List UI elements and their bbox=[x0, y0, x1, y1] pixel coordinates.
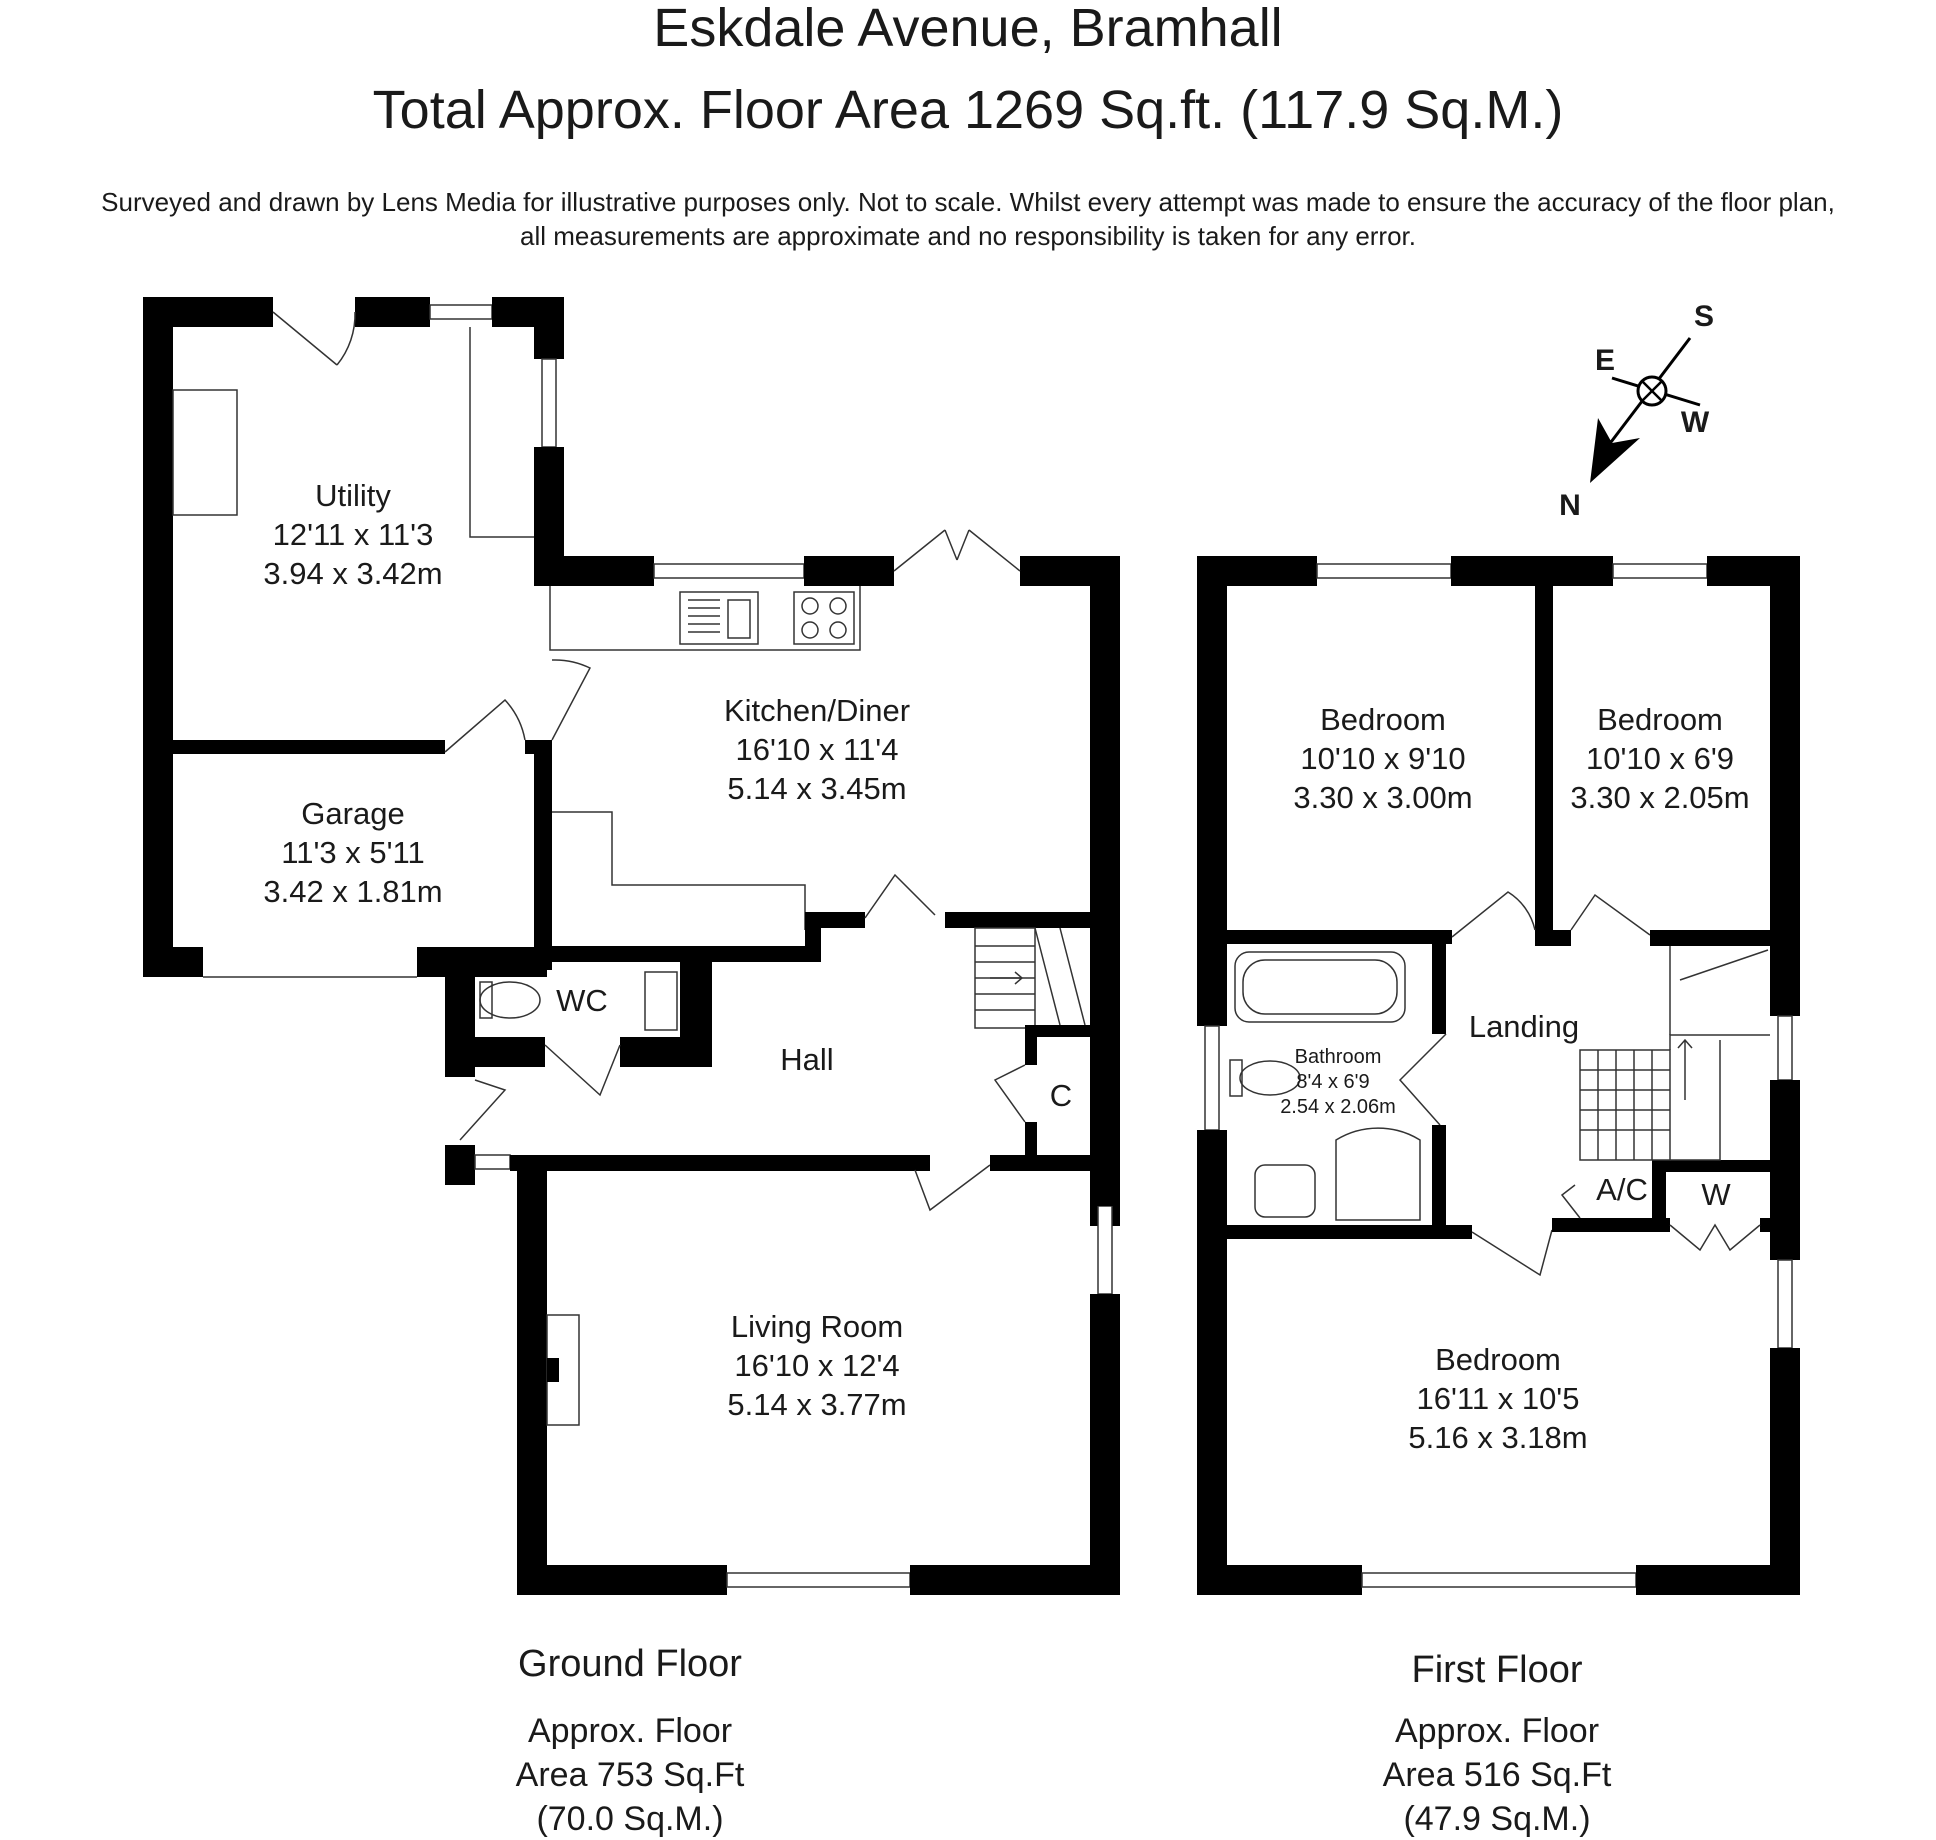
total-area-heading: Total Approx. Floor Area 1269 Sq.ft. (117.9 Sq.M.) bbox=[372, 80, 1564, 140]
first-floor-label: First Floor bbox=[1411, 1649, 1583, 1691]
wall bbox=[1090, 1294, 1120, 1595]
stair-arrow-icon bbox=[1678, 1040, 1692, 1100]
sink-bowl bbox=[728, 600, 750, 638]
wall bbox=[445, 1037, 545, 1067]
window bbox=[430, 305, 492, 319]
hob-ring bbox=[830, 622, 846, 638]
wall bbox=[1770, 1348, 1800, 1595]
wall bbox=[143, 297, 173, 977]
bath-icon bbox=[1235, 952, 1405, 1022]
wall bbox=[547, 946, 821, 962]
door-swing bbox=[552, 660, 590, 740]
fireplace-hearth bbox=[547, 1358, 559, 1382]
window bbox=[1778, 1260, 1792, 1348]
first-floor-area-2: Area 516 Sq.Ft bbox=[1382, 1756, 1612, 1794]
door-swing bbox=[1472, 1230, 1552, 1275]
bedroom3-name: Bedroom bbox=[1435, 1342, 1561, 1377]
worktop bbox=[470, 327, 534, 537]
hob-ring bbox=[830, 598, 846, 614]
wall bbox=[173, 740, 445, 754]
basin-icon bbox=[1255, 1165, 1315, 1217]
door-swing bbox=[1571, 895, 1650, 935]
shower-icon bbox=[1336, 1128, 1420, 1220]
bedroom1-metric: 3.30 x 3.00m bbox=[1293, 780, 1473, 815]
living-metric: 5.14 x 3.77m bbox=[727, 1387, 907, 1422]
window bbox=[1205, 1026, 1219, 1130]
disclaimer-line-2: all measurements are approximate and no responsibility is taken for any error. bbox=[520, 221, 1416, 251]
window bbox=[475, 1155, 510, 1169]
window bbox=[1613, 564, 1707, 578]
toilet-icon bbox=[480, 982, 540, 1018]
stairs bbox=[1580, 1050, 1670, 1160]
wall bbox=[945, 912, 1095, 928]
wall bbox=[1636, 1565, 1800, 1595]
wall bbox=[1535, 930, 1571, 946]
bedroom1-name: Bedroom bbox=[1320, 702, 1446, 737]
hob-ring bbox=[802, 598, 818, 614]
kitchen-name: Kitchen/Diner bbox=[723, 693, 911, 728]
compass-n-label: N bbox=[1559, 489, 1581, 522]
wall bbox=[510, 1155, 930, 1171]
wall bbox=[355, 297, 430, 327]
utility-name: Utility bbox=[315, 478, 391, 513]
wall bbox=[1535, 586, 1553, 946]
compass-w-label: W bbox=[1680, 406, 1710, 439]
disclaimer-line-1: Surveyed and drawn by Lens Media for illustrative purposes only. Not to scale. Whilst every attempt was made to ensure the accuracy of the floor plan, bbox=[101, 187, 1835, 217]
stair-rail bbox=[1670, 946, 1768, 1035]
ground-floor-plan bbox=[143, 297, 1120, 1595]
door-swing bbox=[865, 875, 935, 918]
stair-treads bbox=[1580, 1050, 1670, 1160]
ground-floor-area-3: (70.0 Sq.M.) bbox=[536, 1800, 724, 1838]
bedroom2-metric: 3.30 x 2.05m bbox=[1570, 780, 1750, 815]
stair-arrow-icon bbox=[990, 972, 1022, 984]
wall bbox=[525, 740, 545, 754]
bedroom3-metric: 5.16 x 3.18m bbox=[1408, 1420, 1588, 1455]
compass-e-label: E bbox=[1594, 344, 1616, 377]
wall bbox=[1090, 556, 1120, 1226]
bathroom-name: Bathroom bbox=[1294, 1046, 1382, 1068]
wall bbox=[1652, 1166, 1666, 1232]
wall bbox=[1197, 1130, 1227, 1595]
wall bbox=[1650, 930, 1770, 946]
hob-icon bbox=[794, 592, 854, 644]
wall bbox=[1090, 1171, 1120, 1206]
bedroom2-name: Bedroom bbox=[1597, 702, 1723, 737]
bathroom-imperial: 8'4 x 6'9 bbox=[1296, 1071, 1370, 1093]
kitchen-imperial: 16'10 x 11'4 bbox=[735, 732, 899, 767]
wall bbox=[680, 962, 712, 1067]
bathroom-metric: 2.54 x 2.06m bbox=[1280, 1096, 1396, 1118]
wall bbox=[1770, 1080, 1800, 1260]
toilet-cistern bbox=[480, 982, 492, 1018]
worktop bbox=[550, 812, 805, 930]
garage-metric: 3.42 x 1.81m bbox=[263, 874, 443, 909]
door-swing bbox=[1562, 1185, 1580, 1218]
worktop bbox=[173, 390, 237, 515]
bedroom3-imperial: 16'11 x 10'5 bbox=[1416, 1381, 1580, 1416]
door-swing bbox=[995, 1065, 1025, 1122]
wall bbox=[804, 556, 894, 586]
wall bbox=[534, 297, 564, 359]
bedroom2-imperial: 10'10 x 6'9 bbox=[1585, 741, 1735, 776]
wall bbox=[517, 1155, 547, 1595]
wall bbox=[1227, 1225, 1472, 1239]
basin-icon bbox=[645, 972, 677, 1030]
window bbox=[542, 359, 556, 447]
wardrobe-doors bbox=[1670, 1225, 1760, 1250]
door-swing bbox=[1400, 1034, 1446, 1125]
worktop bbox=[550, 586, 860, 650]
door-swing bbox=[915, 1165, 990, 1210]
window bbox=[1317, 564, 1451, 578]
window bbox=[1362, 1573, 1636, 1587]
wall bbox=[1432, 944, 1446, 1034]
kitchen-metric: 5.14 x 3.45m bbox=[727, 771, 907, 806]
wall bbox=[445, 1145, 475, 1185]
ground-floor-area-1: Approx. Floor bbox=[527, 1712, 733, 1750]
wall bbox=[1760, 1218, 1780, 1232]
first-floor-area-3: (47.9 Sq.M.) bbox=[1403, 1800, 1591, 1838]
wall bbox=[1197, 1565, 1362, 1595]
door-swing bbox=[460, 1080, 505, 1140]
door-swing bbox=[445, 700, 525, 752]
stair-rail bbox=[1035, 928, 1085, 1025]
wall bbox=[517, 1565, 727, 1595]
door-swing bbox=[273, 312, 355, 365]
hall-name: Hall bbox=[780, 1042, 834, 1077]
utility-imperial: 12'11 x 11'3 bbox=[272, 517, 434, 552]
compass-s-label: S bbox=[1693, 300, 1715, 333]
wall bbox=[445, 1065, 475, 1077]
wall bbox=[1432, 1125, 1446, 1225]
airing-cupboard-name: A/C bbox=[1596, 1172, 1648, 1207]
window bbox=[1778, 1016, 1792, 1080]
wall bbox=[1025, 1025, 1037, 1065]
ground-floor-area-2: Area 753 Sq.Ft bbox=[515, 1756, 745, 1794]
door-swing bbox=[545, 1045, 620, 1095]
ground-floor-label: Ground Floor bbox=[518, 1643, 742, 1685]
living-imperial: 16'10 x 12'4 bbox=[734, 1348, 900, 1383]
garage-imperial: 11'3 x 5'11 bbox=[281, 835, 425, 870]
wall bbox=[1451, 556, 1613, 586]
wall bbox=[910, 1565, 1120, 1595]
french-door-swing bbox=[894, 530, 1020, 571]
wall bbox=[1770, 556, 1800, 1016]
plan-title: Eskdale Avenue, Bramhall bbox=[653, 0, 1283, 58]
wall bbox=[143, 947, 203, 977]
wall bbox=[417, 947, 547, 977]
wall bbox=[534, 740, 552, 970]
door-swing bbox=[1452, 892, 1535, 937]
toilet-icon bbox=[1240, 1061, 1300, 1095]
hob-ring bbox=[802, 622, 818, 638]
wall bbox=[1652, 1160, 1770, 1172]
wall bbox=[1227, 930, 1452, 944]
bath-tub bbox=[1243, 960, 1397, 1014]
garage-name: Garage bbox=[301, 796, 405, 831]
window bbox=[654, 564, 804, 578]
wall bbox=[990, 1155, 1120, 1171]
living-name: Living Room bbox=[730, 1309, 904, 1344]
bedroom1-imperial: 10'10 x 9'10 bbox=[1300, 741, 1466, 776]
wall bbox=[534, 556, 654, 586]
window bbox=[1098, 1206, 1112, 1294]
wall bbox=[1197, 556, 1227, 1026]
drainer bbox=[688, 600, 720, 632]
utility-metric: 3.94 x 3.42m bbox=[263, 556, 443, 591]
wc-name: WC bbox=[556, 983, 608, 1018]
wardrobe-name: W bbox=[1701, 1177, 1731, 1212]
window bbox=[727, 1573, 910, 1587]
cupboard-name: C bbox=[1049, 1078, 1073, 1113]
landing-name: Landing bbox=[1468, 1009, 1580, 1044]
first-floor-area-1: Approx. Floor bbox=[1394, 1712, 1600, 1750]
